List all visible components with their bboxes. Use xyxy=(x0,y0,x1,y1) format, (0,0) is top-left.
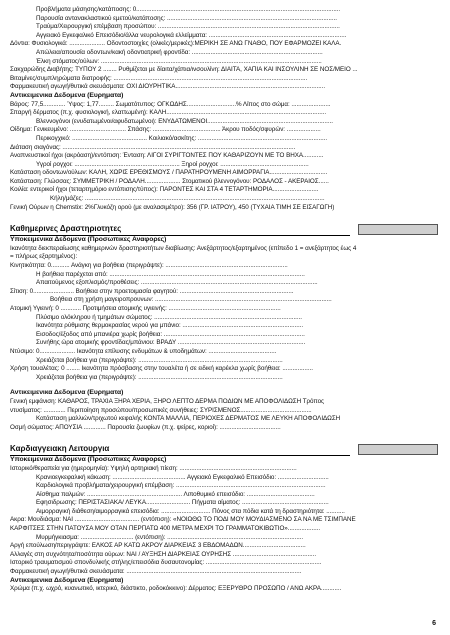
form-line: Κατάσταση: Γλώσσας: ΣΥΜΜΕΤΡΙΚΗ / ΡΟΔΑΛΗ..................... Στοματικού βλεννογόνου: ΡΟΔΑΛΟΣ - ΑΚΕΡΑΙΟΣ...... xyxy=(10,177,329,185)
form-line: Η βοήθεια παρέχεται από: ................................................................................................................... xyxy=(36,270,305,278)
section-shaded-box xyxy=(358,444,438,455)
form-line: Αλλαγές στη συχνότητα/ποσότητα ούρων: ΝΑΙ / ΑΥΞΗΣΗ ΔΙΑΡΚΕΙΑΣ ΟΥΡΗΣΗΣ ................................................. xyxy=(10,550,317,558)
page-number: 6 xyxy=(432,620,436,627)
form-line: Γενική Ούρων η Chemstix: 2%Γλυκόζη ορού (με αναλασιμέτρο): 356 (ΓΡ. ΙΑΤΡΟΥ), 450 (ΤΥΧΑΙΑ ΤΙΜΗ ΣΕ ΕΙΣΑΓΩΓΗ) xyxy=(10,203,335,211)
subheading-objective: Αντικειμενικα Δεδομενα (Ευρηματα) xyxy=(10,576,124,584)
form-line: Φαρμακευτική αγωγή/θυτικά σκευάσματα: ....................................................................................................... xyxy=(10,568,302,576)
form-line: Χρειάζεται βοήθεια για (περιγράψτε): ..................................................................................... xyxy=(36,356,283,364)
form-line: Αίσθημα παλμών: ........................................................ Λιποθυμικό επεισόδιο: ........................................ xyxy=(36,490,315,498)
section-shaded-box xyxy=(358,224,438,235)
form-line: Χρώμα (π.χ. ωχρό, κυανωτικό, ικτερικό, διάστικτο, ροδοκόκκινο): Δέρματος: ΕΞΕΡΥΘΡΟ ΠΡΟΣΩΠΟ / ΑΝΩ ΑΚΡΑ............ xyxy=(10,585,342,593)
form-line: Εφησιδρωσης: ΠΕΡΙΣΤΑΣΙΑΚΑ/ ΛΕΥΚΑ.......................... Πήγματα αίματος: ................................................... xyxy=(36,499,329,507)
form-line: Κρανιοεγκεφαλική κάκωση: ........................................... Αγγειακό Εγκεφαλικό Επεισόδιο: .............................. xyxy=(36,473,329,481)
form-line: Απώλεια/απουσία οδοντων/κακή οδοντιατρική φροντίδα: ............................................................................. xyxy=(36,48,323,56)
form-line: Πλύσιμο ολόκληρου ή τμημάτων σώματος: ....................................................................................... xyxy=(36,313,302,321)
form-line: Ιστορικό/θεραπεία για (ημερομηνία): Υψηλή αρτηριακή πίεση: ..................................................................... xyxy=(10,464,297,472)
block-cardio xyxy=(10,465,438,577)
form-line: Κινητικότητα: 0........... Ανάγκη για βοήθεια (περιγράψτε): ........................................................................ xyxy=(10,262,288,270)
form-line: Απαιτούμενος εξοπλισμός/προθέσεις: ........................................................................................................ xyxy=(36,279,318,287)
block-daily xyxy=(10,245,438,383)
form-page xyxy=(10,6,438,594)
form-line: Οίδημα: Γενικευμένο: ................................. Σπάσης: ........................................ Άκρου ποδός/σφυρών: .................... xyxy=(10,126,321,134)
subheading-objective: Αντικειμενικα Δεδομενα (Ευρηματα) xyxy=(10,91,124,99)
form-line: Υγροί ρογχοι: .............................................................. Ξηροί ρογχοι: .................................................... xyxy=(36,160,309,168)
form-line: Βιταμίνες/συμπληρώματα διατροφής: .................................................................................................................. xyxy=(10,74,308,82)
form-line: Περικογχικό: ............................................ Κοιλιακό/ασκίτης: ............................................................................ xyxy=(36,134,328,142)
block-objective-3 xyxy=(10,585,438,594)
section-title: Καρδιαγγειακη Λειτουργια xyxy=(10,443,350,456)
form-line: Σακχαρώδης Διαβήτης: ΤΥΠΟΥ 2 ........ Ρυθμίζεται με δίαιτα/χάπια/ινσουλίνη: ΔΙΑΙΤΑ, ΧΑΠΙΑ ΚΑΙ ΙΝΣΟΥΛΙΝΗ ΣΕ ΝΟΣ/ΜΕΙΟ ... xyxy=(10,66,358,74)
form-line: Βλεννογόνοι (ενυδατωμένοι/αφυδατωμένοι): ΕΝΥΔΑΤΩΜΕΝΟΙ.......................................................................... xyxy=(36,117,333,125)
form-line: Ακρα: Μουδιάσμα: ΝΑΙ ...................................... (εντόπιση): «ΝΟΙΩΘΩ ΤΟ ΠΟΔΙ ΜΟΥ ΜΟΥΔΙΑΣΜΕΝΟ ΣΑ ΝΑ ΜΕ ΤΣΙΜΠΑΝΕ xyxy=(10,516,356,524)
subheading-subjective: Υποκειμενικα Δεδομενα (Προσωπικες Αναφορες) xyxy=(10,236,167,244)
form-line: Τραύμα/Χειρουργική επέμβαση προσώπου: ........................................................................................................... xyxy=(36,23,340,31)
form-line: Οσμή σώματος: ΑΠΟΥΣΙΑ ............. Παρουσία ζωυφίων (π.χ. ψείρες, κοριοί): .................................... xyxy=(10,423,281,431)
form-line: Βοήθεια στη χρήση μαγειροπρουνων: ........................................................................................................ xyxy=(50,296,332,304)
form-line: Χρήση τουαλέτας: 0 ........ Ικανότητα πρόσβασης στην τουαλέτα ή σε ειδική καρέκλα χωρίς βοήθεια: .................. xyxy=(10,365,313,373)
form-line: Ικανότητα ρύθμισης θερμοκρασίας νερού για μπάνιο: ....................................................................... xyxy=(36,322,304,330)
form-line: Βάρος: 77,5............. Ύψος: 1,77......... Σωματότυπος: ΟΓΚΩΔΗΣ.............................% Λίπος στο σώμα: ....................... xyxy=(10,100,331,108)
form-line: Έλκη στόματος/ούλων: .................................................................................................................................. xyxy=(36,57,322,65)
form-line: Σπαργή δέρματος (π.χ. φυσιολογική, ελαττωμένη): ΚΑΛΗ.............................................................................................. xyxy=(10,109,327,117)
form-line: Φαρμακευτική αγωγή/θυτικά σκευάσματα: ΟΧΙ ΔΙΟΥΡΗΤΙΚΑ........................................................................................ xyxy=(10,83,326,91)
form-line: Κοιλία: εντερικοί ήχοι (τεταρτημόριο εντόπισης/τύπος): ΠΑΡΟΝΤΕΣ ΚΑΙ ΣΤΑ 4 ΤΕΤΑΡΤΗΜΟΡΙΑ........................... xyxy=(10,186,319,194)
form-line: Διάταση σιαγόνας: ......................................................................................................................................... xyxy=(10,143,296,151)
form-line: Συνήθης ώρα ατομικής φροντίδας/μπάνιου: ΒΡΑΔΥ ........................................................................... xyxy=(36,339,306,347)
form-line: Κατάσταση μαλλιών/τριχωτού κεφαλής ΚΟΝΤΑ ΜΑΛΛΙΑ, ΠΕΡΙΟΧΕΣ ΔΕΡΜΑΤΟΣ ΜΕ ΛΕΥΚΗ ΑΠΟΦΟΛΙΔΩΣΗ xyxy=(36,415,341,423)
subheading-subjective: Υποκειμενικα Δεδομενα (Προσωπικες Αναφορες) xyxy=(10,456,167,464)
form-line: Αιμορραγική διάθεση/αιμορραγικά επεισόδια: ............................. Πόνος στα πόδια κατά τη δραστηριότητα: ........... xyxy=(36,507,345,515)
form-line: Προβλήματα μάσησης/κατάποσης: 0........................................................................................................................ xyxy=(36,6,341,13)
form-line: Σίτιση: 0........................ Βοήθεια στην προετοιμασία φαγητού: ................................................................... xyxy=(10,287,294,295)
block-top xyxy=(10,6,438,92)
block-objective-1 xyxy=(10,101,438,213)
form-line: Αναπνευστικοί ήχοι (ακρόαση)/εντόπιση: Ένταση: ΛΙΓΟΙ ΣΥΡΙΓΤΟΝΤΕΣ ΠΟΥ ΚΑΘΑΡΙΖΟΥΝ ΜΕ ΤΟ ΒΗΧΑ............ xyxy=(10,152,324,160)
form-line: Αγγειακό Εγκεφαλικό Επεισόδιο/άλλα νευρολογικά ελλείμματα: ................................................................................. xyxy=(36,31,347,39)
form-line: Παρουσία αντανακλαστικού εμετού/κατάποσης: .................................................................................................... xyxy=(36,14,337,22)
form-line: Αργή επούλωση/περιγράψτε: ΕΛΚΟΣ ΑΡ ΚΑΤΩ ΑΚΡΟΥ ΔΙΑΡΚΕΙΑΣ 3 ΕΒΔΟΜΑΔΩΝ..................................... xyxy=(10,542,306,550)
form-line: Καρδιολογικά προβλήματα/χειρουργική επέμβαση: ........................................................................................ xyxy=(36,482,326,490)
form-line: Γενική εμφάνιση: ΚΑΘΑΡΟΣ, ΤΡΑΧΙΑ ΞΗΡΑ ΧΕΡΙΑ, ΞΗΡΟ ΛΕΠΤΟ ΔΕΡΜΑ ΠΟΔΙΩΝ ΜΕ ΑΠΟΦΟΛΙΔΩΣΗ Τρόπος xyxy=(10,397,325,405)
form-line: Χρειάζεται βοήθεια για (περιγράψτε): ..................................................................................... xyxy=(36,373,283,381)
subheading-objective: Αντικειμενικα Δεδομενα (Ευρηματα) xyxy=(10,389,124,397)
form-line: Δόντια: Φυσιολογικά: ..................... Οδοντοστοιχίες (ολικές/μερικές):ΜΕΡΙΚΗ ΣΕ ΑΝΩ ΓΝΑΘΟ, ΠΟΥ ΕΦΑΡΜΟΖΕΙ ΚΑΛΑ. xyxy=(10,40,342,48)
form-line: Ιστορικό τραυματισμού σπονδυλικής στήλης/επεισόδια δυσαυτονομίας: .................................................................... xyxy=(10,559,322,567)
form-line: Κατάσταση οδοντων/ούλων: ΚΑΛΗ, ΧΩΡΙΣ ΕΡΕΘΙΣΜΟΥΣ / ΠΑΡΑΤΗΡΟΥΜΕΝΗ ΑΙΜΟΡΡΑΓΙΑ.................................. xyxy=(10,169,328,177)
section-daily-activities xyxy=(10,223,438,236)
form-line: Ατομική Υγιεινή: 0 ............ Προτιμήσεια ατομικής υγιεινής: .................................................................. xyxy=(10,305,281,312)
form-line: Μυρμήγκιασμα: ............................... (εντόπιση): ................................................................................ xyxy=(36,533,304,541)
block-objective-2 xyxy=(10,398,438,432)
section-title: Καθημερινες Δραστηριοτητες xyxy=(10,223,350,236)
form-line: ΚΑΡΦΙΤΣΕΣ ΣΤΗΝ ΠΑΤΟΥΣΑ ΜΟΥ ΟΤΑΝ ΠΕΡΠΑΤΩ 400 ΜΕΤΡΑ ΜΕΧΡΙ ΤΟ ΓΡΑΜΜΑΤΟΚΙΒΩΤΙΟ»................... xyxy=(10,525,321,533)
form-line: Ικανότητα διεκπεραίωσης καθημερινών δραστηριοτήτων διαβίωσης: Ανεξάρτητος/εξαρτημένος (επίπεδο 1 = ανεξάρτητος έως 4 xyxy=(10,244,357,252)
form-line: Εισοδος/έξοδος από μπανιέρα χωρίς βοήθεια: ................................................................................... xyxy=(36,330,305,338)
form-line: Κήλη/μάζες: ............................................................................................................................................. xyxy=(50,195,325,203)
section-cardiovascular xyxy=(10,443,438,456)
form-line: ντυσίματος: ............. Περιποίηση προσώπου/προσωπικές συνήθειες: ΣΥΡΙΣΜΕΝΟΣ.......................................... xyxy=(10,406,312,414)
form-line: = πλήρως εξαρτημένος): xyxy=(10,253,78,261)
form-line: Ντύσιμο: 0..................... Ικανότητα επίλυσης ενδυμάτων & υποδημάτων: ........................................ xyxy=(10,347,277,355)
